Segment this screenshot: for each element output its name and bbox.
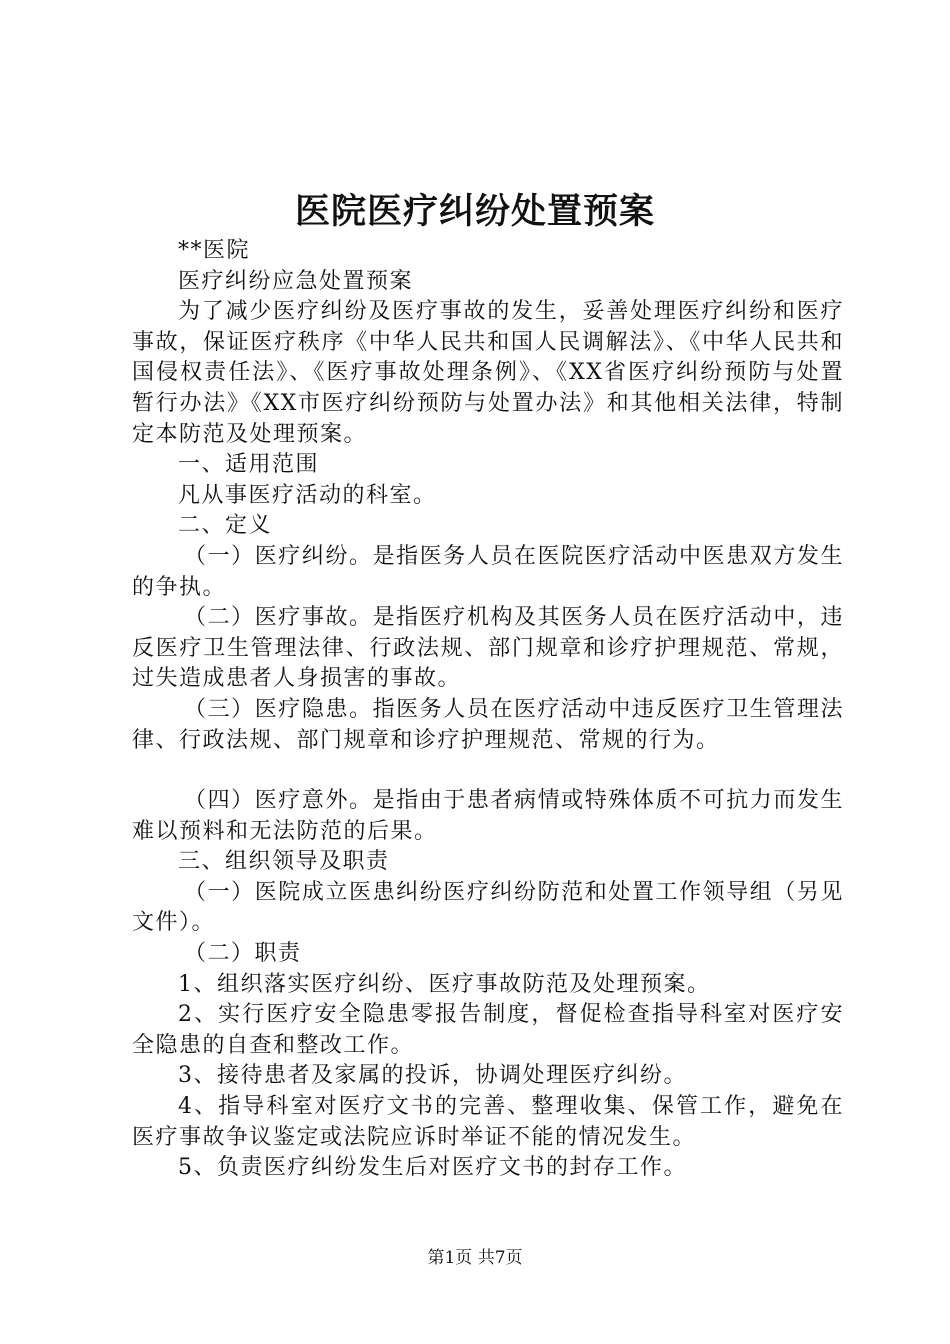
section-heading-scope: 一、适用范围 — [178, 452, 320, 478]
paragraph-definition-4: （四）医疗意外。是指由于患者病情或特殊体质不可抗力而发生难以预料和无法防范的后果。 — [132, 788, 844, 844]
paragraph-intro: 为了减少医疗纠纷及医疗事故的发生，妥善处理医疗纠纷和医疗事故，保证医疗秩序《中华人民共和国人民调解法》、《中华人民共和国侵权责任法》、《医疗事故处理条例》、《XX省医疗纠纷预防与处置暂行办法》《XX市医疗纠纷预防与处置办法》和其他相关法律，特制定本防范及处理预案。 — [132, 299, 844, 447]
list-item-duty-4: 4、指导科室对医疗文书的完善、整理收集、保管工作，避免在医疗事故争议鉴定或法院应诉时举证不能的情况发生。 — [132, 1094, 844, 1150]
list-item-duty-5: 5、负责医疗纠纷发生后对医疗文书的封存工作。 — [178, 1155, 687, 1181]
page-number: 第1页 共7页 — [427, 1248, 523, 1268]
document-body — [132, 236, 844, 1184]
blank-line — [132, 756, 844, 786]
paragraph-definition-1: （一）医疗纠纷。是指医务人员在医院医疗活动中医患双方发生的争执。 — [132, 543, 844, 600]
paragraph-definition-2: （二）医疗事故。是指医疗机构及其医务人员在医疗活动中，违反医疗卫生管理法律、行政法规、部门规章和诊疗护理规范、常规，过失造成患者人身损害的事故。 — [132, 605, 844, 692]
list-item-duty-3: 3、接待患者及家属的投诉，协调处理医疗纠纷。 — [178, 1063, 687, 1089]
paragraph-definition-3: （三）医疗隐患。指医务人员在医疗活动中违反医疗卫生管理法律、行政法规、部门规章和诊疗护理规范、常规的行为。 — [132, 696, 844, 753]
paragraph-hospital: **医院 — [178, 238, 251, 263]
paragraph-organization-1: （一）医院成立医患纠纷医疗纠纷防范和处置工作领导组（另见文件）。 — [132, 879, 844, 936]
list-item-duty-2: 2、实行医疗安全隐患零报告制度，督促检查指导科室对医疗安全隐患的自查和整改工作。 — [132, 1002, 844, 1058]
paragraph-plan-name: 医疗纠纷应急处置预案 — [178, 268, 414, 294]
section-heading-definition: 二、定义 — [178, 513, 273, 539]
document-title: 医院医疗纠纷处置预案 — [294, 191, 655, 232]
paragraph-organization-2: （二）职责 — [184, 941, 302, 967]
section-heading-organization: 三、组织领导及职责 — [178, 849, 390, 875]
list-item-duty-1: 1、组织落实医疗纠纷、医疗事故防范及处理预案。 — [178, 971, 711, 997]
paragraph-scope: 凡从事医疗活动的科室。 — [178, 482, 437, 508]
